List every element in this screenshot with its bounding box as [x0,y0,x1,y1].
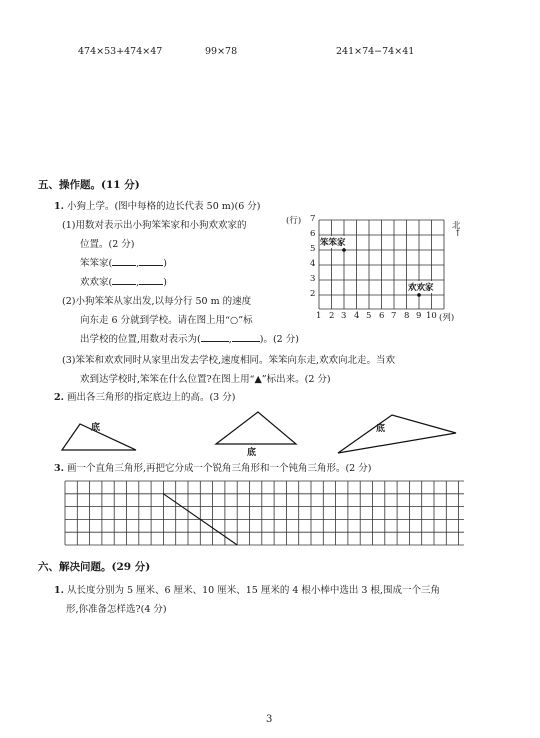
answer-blank[interactable] [139,256,163,266]
benben-coord-answer [80,255,167,269]
close-paren: ) [163,277,167,288]
section5-q3 [54,460,371,474]
base-label-triangle-2: 底 [247,448,257,458]
close-paren: ) [163,258,167,269]
base-label-triangle-3: 底 [376,424,386,434]
comma: , [228,334,232,345]
benben-home-point [342,248,346,252]
y-tick: 3 [310,274,316,284]
x-tick: 9 [416,311,422,321]
calc-expression-2: 99×78 [205,46,238,57]
comma: , [136,277,140,288]
school-coord-answer [80,331,299,345]
q1-part1-line1: (1)用数对表示出小狗笨笨家和小狗欢欢家的 [62,220,247,231]
question-text: 画一个直角三角形,再把它分成一个锐角三角形和一个钝角三角形。(2 分) [66,463,372,474]
q-number: 3. [54,463,64,474]
huanhuan-label: 欢欢家( [80,277,113,288]
section5-q1 [54,198,260,212]
question-text: 画出各三角形的指定底边上的高。(3 分) [66,392,236,403]
x-tick: 7 [391,311,397,321]
q-number: 2. [54,392,64,403]
calc-expression-3: 241×74−74×41 [336,46,415,57]
q1-part1-line2: 位置。(2 分) [80,239,135,250]
section5-q2 [54,389,235,403]
comma: , [136,258,140,269]
q-number: 1. [54,585,64,596]
huanhuan-home-point [417,293,421,297]
col-axis-label: (列) [439,313,455,323]
calc-expression-1: 474×53+474×47 [78,46,163,57]
part2-text-b: )。(2 分) [259,334,299,345]
huanhuan-home-label: 欢欢家 [408,283,434,293]
x-tick: 3 [341,311,347,321]
answer-blank[interactable] [112,275,136,285]
q1-part2-line1: (2)小狗笨笨从家出发,以每分行 50 m 的速度 [62,296,252,307]
x-tick: 4 [354,311,360,321]
base-label-triangle-1: 底 [91,423,101,433]
q1-part3-line2: 欢到达学校时,笨笨在什么位置?在图上用“▲”标出来。(2 分) [80,374,331,385]
answer-blank[interactable] [112,256,136,266]
benben-home-label: 笨笨家 [320,238,346,248]
benben-label: 笨笨家( [80,258,113,269]
x-tick: 1 [316,311,322,321]
y-tick: 4 [310,259,316,269]
triangle-2[interactable] [214,408,298,448]
x-tick: 10 [426,311,437,321]
answer-blank[interactable] [139,275,163,285]
grid-lines [318,218,458,310]
triangle-3[interactable] [336,411,460,457]
x-tick: 8 [404,311,410,321]
part2-text-a: 出学校的位置,用数对表示为( [80,334,201,345]
question-text: 从长度分别为 5 厘米、6 厘米、10 厘米、15 厘米的 4 根小棒中选出 3 根,围成一个三角 [66,585,441,596]
answer-blank[interactable] [201,332,229,342]
section5-title: 五、操作题。(11 分) [38,179,140,191]
north-label: 北 [452,221,461,231]
x-tick: 5 [366,311,372,321]
q1-part3-line1: (3)笨笨和欢欢同时从家里出发去学校,速度相同。笨笨向东走,欢欢向北走。当欢 [62,355,395,366]
page-number: 3 [266,714,273,725]
drawing-grid[interactable] [64,480,466,546]
row-axis-label: (行) [286,216,302,226]
question-text: 小狗上学。(图中每格的边长代表 50 m)(6 分) [66,201,261,212]
q1-part2-line2: 向东走 6 分就到学校。请在图上用“○”标 [80,315,253,326]
answer-blank[interactable] [232,332,260,342]
x-tick: 6 [379,311,385,321]
x-tick: 2 [329,311,335,321]
section6-q1-line1 [54,582,440,596]
q-number: 1. [54,201,64,212]
north-arrow-icon: ↑ [454,229,462,239]
section6-q1-line2: 形,你准备怎样选?(4 分) [66,604,167,615]
y-tick: 6 [310,229,316,239]
y-tick: 2 [310,289,316,299]
y-tick: 5 [310,244,316,254]
y-tick: 7 [310,214,316,224]
huanhuan-coord-answer [80,274,167,288]
section6-title: 六、解决问题。(29 分) [38,561,151,573]
